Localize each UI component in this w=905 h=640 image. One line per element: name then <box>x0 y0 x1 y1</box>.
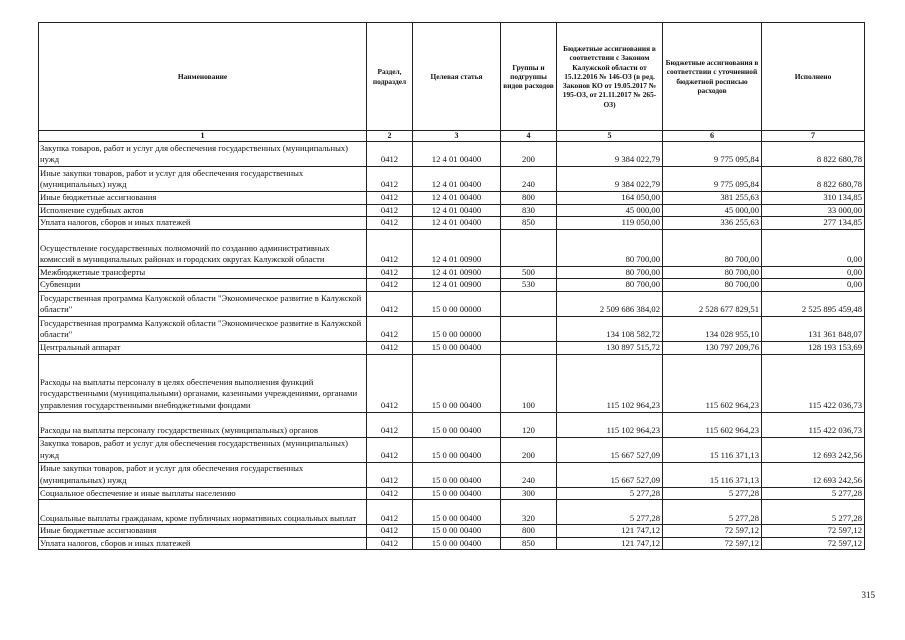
row-executed-amount: 0,00 <box>762 266 865 279</box>
row-executed-amount: 115 422 036,73 <box>762 354 865 412</box>
row-target: 12 4 01 00400 <box>413 217 501 230</box>
row-law-amount: 5 277,28 <box>557 500 663 525</box>
row-refined-amount: 80 700,00 <box>663 229 762 266</box>
row-name: Субвенции <box>39 279 367 292</box>
row-refined-amount: 5 277,28 <box>663 500 762 525</box>
row-group: 100 <box>501 354 557 412</box>
row-name: Осуществление государственных полномочий по созданию административных комиссий в муниципальных районах и городских округах Калужской области <box>39 229 367 266</box>
column-number: 6 <box>663 131 762 142</box>
header-target: Целевая статья <box>413 23 501 131</box>
table-row <box>39 500 865 525</box>
row-target: 12 4 01 00400 <box>413 142 501 167</box>
row-refined-amount: 115 602 964,23 <box>663 354 762 412</box>
header-executed: Исполнено <box>762 23 865 131</box>
row-law-amount: 130 897 515,72 <box>557 341 663 354</box>
table-row <box>39 487 865 500</box>
row-refined-amount: 5 277,28 <box>663 487 762 500</box>
row-executed-amount: 72 597,12 <box>762 525 865 538</box>
row-group: 320 <box>501 500 557 525</box>
table-row <box>39 537 865 550</box>
row-section: 0412 <box>367 487 413 500</box>
row-law-amount: 134 108 582,72 <box>557 316 663 341</box>
row-section: 0412 <box>367 437 413 462</box>
row-group <box>501 291 557 316</box>
row-section: 0412 <box>367 537 413 550</box>
row-law-amount: 9 384 022,79 <box>557 167 663 192</box>
row-refined-amount: 336 255,63 <box>663 217 762 230</box>
row-group: 200 <box>501 142 557 167</box>
row-law-amount: 80 700,00 <box>557 229 663 266</box>
row-group <box>501 229 557 266</box>
row-law-amount: 15 667 527,09 <box>557 462 663 487</box>
row-group: 120 <box>501 412 557 437</box>
row-law-amount: 121 747,12 <box>557 525 663 538</box>
budget-table <box>38 22 865 550</box>
header-name: Наименование <box>39 23 367 131</box>
row-executed-amount: 5 277,28 <box>762 487 865 500</box>
row-group: 300 <box>501 487 557 500</box>
row-name: Государственная программа Калужской области "Экономическое развитие в Калужской области" <box>39 316 367 341</box>
row-law-amount: 5 277,28 <box>557 487 663 500</box>
row-refined-amount: 15 116 371,13 <box>663 462 762 487</box>
row-section: 0412 <box>367 412 413 437</box>
table-row <box>39 167 865 192</box>
row-section: 0412 <box>367 204 413 217</box>
header-section: Раздел, подраздел <box>367 23 413 131</box>
row-target: 15 0 00 00400 <box>413 462 501 487</box>
row-name: Государственная программа Калужской области "Экономическое развитие в Калужской области" <box>39 291 367 316</box>
row-target: 12 4 01 00400 <box>413 204 501 217</box>
row-executed-amount: 72 597,12 <box>762 537 865 550</box>
header-row <box>39 23 865 131</box>
column-number: 1 <box>39 131 367 142</box>
row-name: Расходы на выплаты персоналу в целях обеспечения выполнения функций государственными (муниципальными) органами, казенными учреждениями, органами управления государственными внебюджетными фондами <box>39 354 367 412</box>
row-name: Иные закупки товаров, работ и услуг для обеспечения государственных (муниципальных) нужд <box>39 462 367 487</box>
table-row <box>39 229 865 266</box>
row-group: 240 <box>501 462 557 487</box>
table-body <box>39 142 865 550</box>
row-law-amount: 9 384 022,79 <box>557 142 663 167</box>
table-row <box>39 291 865 316</box>
row-target: 15 0 00 00000 <box>413 316 501 341</box>
row-law-amount: 15 667 527,09 <box>557 437 663 462</box>
table-row <box>39 279 865 292</box>
row-refined-amount: 134 028 955,10 <box>663 316 762 341</box>
row-law-amount: 45 000,00 <box>557 204 663 217</box>
row-target: 15 0 00 00400 <box>413 437 501 462</box>
row-executed-amount: 0,00 <box>762 279 865 292</box>
row-section: 0412 <box>367 266 413 279</box>
row-executed-amount: 115 422 036,73 <box>762 412 865 437</box>
header-groups: Группы и подгруппы видов расходов <box>501 23 557 131</box>
row-refined-amount: 72 597,12 <box>663 525 762 538</box>
row-executed-amount: 310 134,85 <box>762 192 865 205</box>
table-row <box>39 266 865 279</box>
row-refined-amount: 115 602 964,23 <box>663 412 762 437</box>
table-row <box>39 341 865 354</box>
row-executed-amount: 33 000,00 <box>762 204 865 217</box>
table-row <box>39 354 865 412</box>
row-section: 0412 <box>367 500 413 525</box>
row-group <box>501 341 557 354</box>
row-group: 830 <box>501 204 557 217</box>
row-target: 15 0 00 00400 <box>413 412 501 437</box>
row-name: Социальное обеспечение и иные выплаты населению <box>39 487 367 500</box>
table-row <box>39 462 865 487</box>
row-executed-amount: 128 193 153,69 <box>762 341 865 354</box>
row-name: Расходы на выплаты персоналу государственных (муниципальных) органов <box>39 412 367 437</box>
row-executed-amount: 12 693 242,56 <box>762 462 865 487</box>
row-section: 0412 <box>367 354 413 412</box>
row-section: 0412 <box>367 192 413 205</box>
row-target: 12 4 01 00900 <box>413 279 501 292</box>
row-name: Центральный аппарат <box>39 341 367 354</box>
row-law-amount: 115 102 964,23 <box>557 412 663 437</box>
row-name: Межбюджетные трансферты <box>39 266 367 279</box>
row-group: 500 <box>501 266 557 279</box>
row-target: 12 4 01 00400 <box>413 167 501 192</box>
column-number-row <box>39 131 865 142</box>
row-target: 15 0 00 00400 <box>413 537 501 550</box>
column-number: 3 <box>413 131 501 142</box>
row-executed-amount: 131 361 848,07 <box>762 316 865 341</box>
row-law-amount: 115 102 964,23 <box>557 354 663 412</box>
row-name: Иные закупки товаров, работ и услуг для обеспечения государственных (муниципальных) нужд <box>39 167 367 192</box>
row-law-amount: 164 050,00 <box>557 192 663 205</box>
table-row <box>39 437 865 462</box>
row-refined-amount: 9 775 095,84 <box>663 142 762 167</box>
column-number: 4 <box>501 131 557 142</box>
row-target: 12 4 01 00900 <box>413 266 501 279</box>
page-number: 315 <box>861 590 875 600</box>
row-name: Иные бюджетные ассигнования <box>39 192 367 205</box>
row-law-amount: 2 509 686 384,02 <box>557 291 663 316</box>
row-target: 15 0 00 00400 <box>413 487 501 500</box>
column-number: 5 <box>557 131 663 142</box>
row-refined-amount: 381 255,63 <box>663 192 762 205</box>
row-refined-amount: 80 700,00 <box>663 266 762 279</box>
row-target: 15 0 00 00400 <box>413 525 501 538</box>
row-name: Закупка товаров, работ и услуг для обеспечения государственных (муниципальных) нужд <box>39 437 367 462</box>
row-executed-amount: 12 693 242,56 <box>762 437 865 462</box>
row-group: 850 <box>501 217 557 230</box>
row-law-amount: 80 700,00 <box>557 279 663 292</box>
row-group: 800 <box>501 192 557 205</box>
row-name: Иные бюджетные ассигнования <box>39 525 367 538</box>
row-section: 0412 <box>367 229 413 266</box>
row-law-amount: 121 747,12 <box>557 537 663 550</box>
row-section: 0412 <box>367 142 413 167</box>
row-section: 0412 <box>367 167 413 192</box>
row-name: Уплата налогов, сборов и иных платежей <box>39 217 367 230</box>
table-row <box>39 316 865 341</box>
row-refined-amount: 72 597,12 <box>663 537 762 550</box>
row-executed-amount: 5 277,28 <box>762 500 865 525</box>
row-refined-amount: 130 797 209,76 <box>663 341 762 354</box>
row-name: Социальные выплаты гражданам, кроме публичных нормативных социальных выплат <box>39 500 367 525</box>
row-target: 15 0 00 00400 <box>413 354 501 412</box>
table-row <box>39 192 865 205</box>
table-row <box>39 217 865 230</box>
row-group: 850 <box>501 537 557 550</box>
row-group <box>501 316 557 341</box>
row-target: 15 0 00 00400 <box>413 341 501 354</box>
table-row <box>39 204 865 217</box>
row-name: Уплата налогов, сборов и иных платежей <box>39 537 367 550</box>
row-refined-amount: 15 116 371,13 <box>663 437 762 462</box>
row-target: 12 4 01 00400 <box>413 192 501 205</box>
row-section: 0412 <box>367 525 413 538</box>
row-section: 0412 <box>367 341 413 354</box>
row-group: 200 <box>501 437 557 462</box>
row-section: 0412 <box>367 279 413 292</box>
header-refined: Бюджетные ассигнования в соответствии с уточненной бюджетной росписью расходов <box>663 23 762 131</box>
row-group: 530 <box>501 279 557 292</box>
header-law: Бюджетные ассигнования в соответствии с Законом Калужской области от 15.12.2016 № 146-ОЗ (в ред. Законов КО от 19.05.2017 № 195-ОЗ, от 21.11.2017 № 265-ОЗ) <box>557 23 663 131</box>
table-row <box>39 142 865 167</box>
row-executed-amount: 0,00 <box>762 229 865 266</box>
column-number: 2 <box>367 131 413 142</box>
row-section: 0412 <box>367 291 413 316</box>
table-row <box>39 412 865 437</box>
row-name: Закупка товаров, работ и услуг для обеспечения государственных (муниципальных) нужд <box>39 142 367 167</box>
row-section: 0412 <box>367 462 413 487</box>
row-refined-amount: 80 700,00 <box>663 279 762 292</box>
row-group: 240 <box>501 167 557 192</box>
row-target: 15 0 00 00000 <box>413 291 501 316</box>
row-executed-amount: 8 822 680,78 <box>762 167 865 192</box>
row-executed-amount: 2 525 895 459,48 <box>762 291 865 316</box>
table-row <box>39 525 865 538</box>
row-section: 0412 <box>367 217 413 230</box>
row-refined-amount: 9 775 095,84 <box>663 167 762 192</box>
row-executed-amount: 8 822 680,78 <box>762 142 865 167</box>
row-refined-amount: 2 528 677 829,51 <box>663 291 762 316</box>
row-law-amount: 119 050,00 <box>557 217 663 230</box>
row-law-amount: 80 700,00 <box>557 266 663 279</box>
row-target: 12 4 01 00900 <box>413 229 501 266</box>
row-section: 0412 <box>367 316 413 341</box>
row-group: 800 <box>501 525 557 538</box>
column-number: 7 <box>762 131 865 142</box>
row-target: 15 0 00 00400 <box>413 500 501 525</box>
row-name: Исполнение судебных актов <box>39 204 367 217</box>
row-executed-amount: 277 134,85 <box>762 217 865 230</box>
row-refined-amount: 45 000,00 <box>663 204 762 217</box>
